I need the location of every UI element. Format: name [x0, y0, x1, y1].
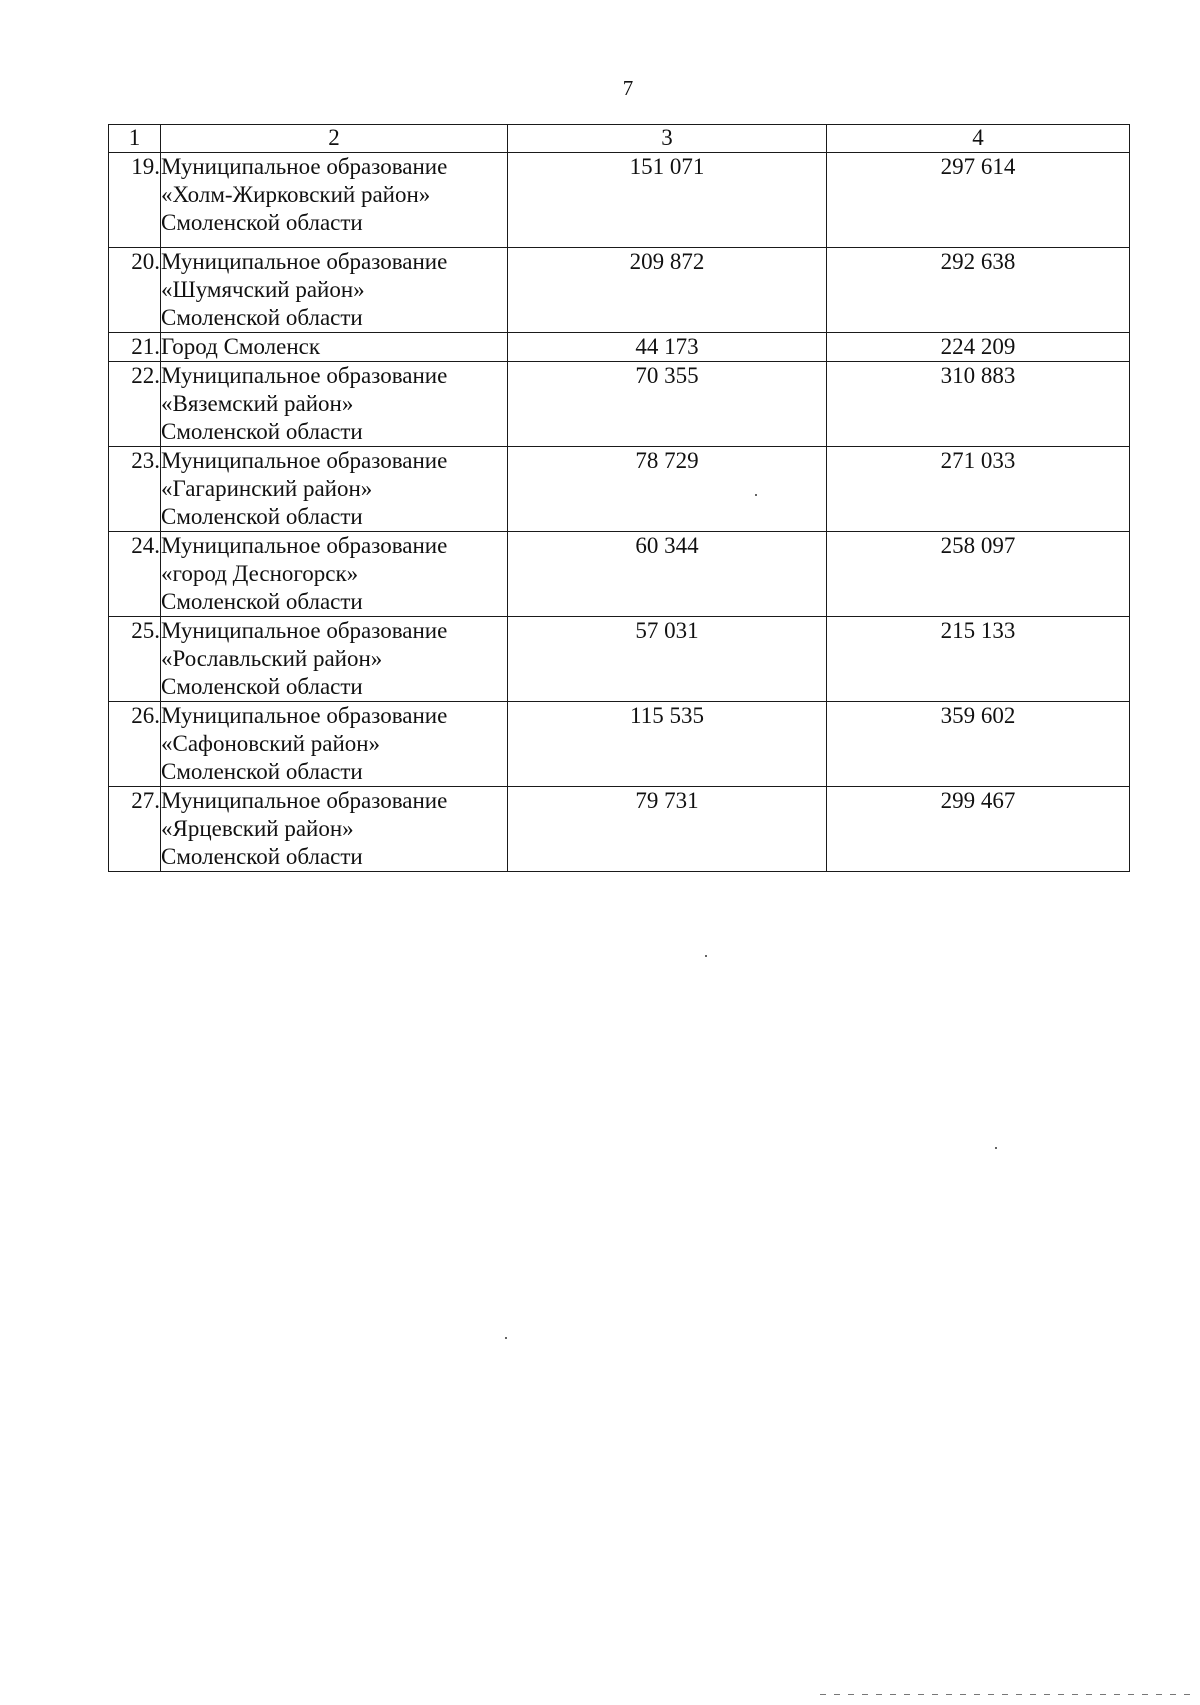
name-line: «город Десногорск» — [161, 561, 359, 586]
value-col3: 70 355 — [508, 362, 827, 447]
value-col4: 299 467 — [827, 787, 1130, 872]
table-row — [109, 787, 1130, 872]
municipality-name — [161, 532, 508, 617]
row-number: 21. — [109, 333, 161, 362]
value-col3: 151 071 — [508, 153, 827, 248]
name-line: Смоленской области — [161, 419, 363, 444]
name-line: Смоленской области — [161, 844, 363, 869]
column-header-3: 3 — [508, 125, 827, 153]
municipality-name — [161, 153, 508, 248]
row-number: 25. — [109, 617, 161, 702]
value-col3: 44 173 — [508, 333, 827, 362]
name-line: Смоленской области — [161, 589, 363, 614]
row-number: 27. — [109, 787, 161, 872]
municipality-name — [161, 787, 508, 872]
scan-speck — [705, 955, 707, 957]
scan-speck — [995, 1147, 997, 1149]
column-header-4: 4 — [827, 125, 1130, 153]
table-row — [109, 532, 1130, 617]
scan-edge-noise — [820, 1694, 1190, 1695]
column-header-2: 2 — [161, 125, 508, 153]
row-number: 26. — [109, 702, 161, 787]
municipality-name — [161, 617, 508, 702]
name-line: «Шумячский район» — [161, 277, 365, 302]
table-row — [109, 362, 1130, 447]
name-line: Муниципальное образование — [161, 448, 448, 473]
name-line: Смоленской области — [161, 504, 363, 529]
scan-speck — [755, 494, 757, 496]
municipality-name — [161, 447, 508, 532]
name-line: «Холм-Жирковский район» — [161, 182, 431, 207]
municipality-name — [161, 362, 508, 447]
name-line: Муниципальное образование — [161, 533, 448, 558]
scan-speck — [505, 1337, 507, 1339]
name-line: Город Смоленск — [161, 334, 321, 359]
value-col3: 79 731 — [508, 787, 827, 872]
row-number: 24. — [109, 532, 161, 617]
table-row — [109, 447, 1130, 532]
value-col3: 78 729 — [508, 447, 827, 532]
row-number: 23. — [109, 447, 161, 532]
value-col3: 115 535 — [508, 702, 827, 787]
value-col4: 258 097 — [827, 532, 1130, 617]
name-line: Муниципальное образование — [161, 618, 448, 643]
row-number: 19. — [109, 153, 161, 248]
table-row — [109, 702, 1130, 787]
name-line: Муниципальное образование — [161, 363, 448, 388]
value-col3: 60 344 — [508, 532, 827, 617]
data-table — [108, 124, 1130, 872]
column-header-1: 1 — [109, 125, 161, 153]
value-col4: 297 614 — [827, 153, 1130, 248]
name-line: Смоленской области — [161, 759, 363, 784]
name-line: «Гагаринский район» — [161, 476, 373, 501]
name-line: «Вяземский район» — [161, 391, 354, 416]
value-col4: 359 602 — [827, 702, 1130, 787]
value-col4: 215 133 — [827, 617, 1130, 702]
row-number: 20. — [109, 248, 161, 333]
name-line: Муниципальное образование — [161, 249, 448, 274]
table-row — [109, 153, 1130, 248]
name-line: Смоленской области — [161, 305, 363, 330]
table-row — [109, 248, 1130, 333]
name-line: «Сафоновский район» — [161, 731, 381, 756]
table-row — [109, 617, 1130, 702]
name-line: Муниципальное образование — [161, 788, 448, 813]
value-col4: 224 209 — [827, 333, 1130, 362]
name-line: «Рославльский район» — [161, 646, 383, 671]
name-line: «Ярцевский район» — [161, 816, 354, 841]
page-number: 7 — [622, 76, 634, 100]
name-line: Муниципальное образование — [161, 154, 448, 179]
name-line: Смоленской области — [161, 674, 363, 699]
value-col4: 310 883 — [827, 362, 1130, 447]
municipality-name — [161, 702, 508, 787]
table-row — [109, 333, 1130, 362]
municipality-name — [161, 333, 508, 362]
name-line: Муниципальное образование — [161, 703, 448, 728]
value-col4: 292 638 — [827, 248, 1130, 333]
value-col3: 209 872 — [508, 248, 827, 333]
municipality-name — [161, 248, 508, 333]
table-header-row — [109, 125, 1130, 153]
value-col3: 57 031 — [508, 617, 827, 702]
value-col4: 271 033 — [827, 447, 1130, 532]
name-line: Смоленской области — [161, 210, 363, 235]
row-number: 22. — [109, 362, 161, 447]
